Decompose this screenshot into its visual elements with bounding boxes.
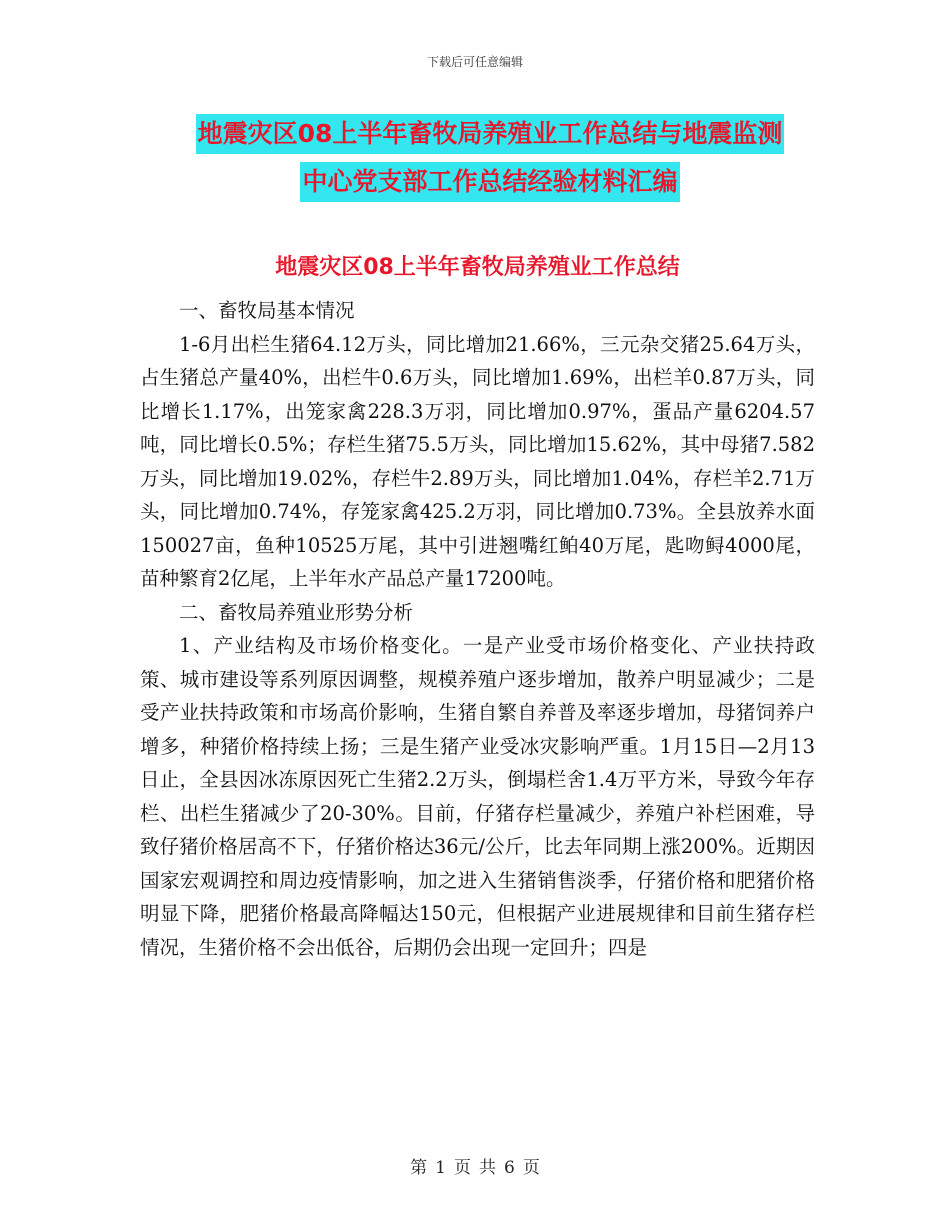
footer-total-pages: 6 <box>504 1158 515 1178</box>
section-title: 地震灾区08上半年畜牧局养殖业工作总结 <box>275 255 680 280</box>
footer-label-ye: 页 <box>454 1158 471 1178</box>
footer-label-ye-2: 页 <box>522 1158 540 1178</box>
page-footer <box>0 1153 950 1178</box>
section-1-heading: 一、畜牧局基本情况 <box>179 299 355 322</box>
footer-label-di: 第 <box>410 1158 428 1178</box>
section-2-paragraph: 1、产业结构及市场价格变化。一是产业受市场价格变化、产业扶持政策、城市建设等系列原因调整，规模养殖户逐步增加，散养户明显减少；二是受产业扶持政策和市场高价影响，生猪自繁自养普及率逐步增加，母猪饲养户增多，种猪价格持续上扬；三是生猪产业受冰灾影响严重。1月15日—2月13日止，全县因冰冻原因死亡生猪2.2万头，倒塌栏舍1.4万平方米，导致今年存栏、出栏生猪减少了20-30%。目前，仔猪存栏量减少，养殖户补栏困难，导致仔猪价格居高不下，仔猪价格达36元/公斤，比去年同期上涨200%。近期因国家宏观调控和周边疫情影响，加之进入生猪销售淡季，仔猪价格和肥猪价格明显下降，肥猪价格最高降幅达150元，但根据产业进展规律和目前生猪存栏情况，生猪价格不会出低谷，后期仍会出现一定回升；四是 <box>140 634 815 959</box>
document-body <box>140 294 815 964</box>
footer-label-gong: 共 <box>479 1158 496 1178</box>
title-line-1: 地震灾区08上半年畜牧局养殖业工作总结与地震监测 <box>196 114 785 154</box>
footer-current-page: 1 <box>435 1158 446 1178</box>
document-title <box>140 110 840 206</box>
section-1-paragraph: 1-6月出栏生猪64.12万头，同比增加21.66%，三元杂交猪25.64万头，占生猪总产量40%，出栏牛0.6万头，同比增加1.69%，出栏羊0.87万头，同比增长1.17%，出笼家禽228.3万羽，同比增加0.97%，蛋品产量6204.57吨，同比增长0.5%；存栏生猪75.5万头，同比增加15.62%，其中母猪7.582万头，同比增加19.02%，存栏牛2.89万头，同比增加1.04%，存栏羊2.71万头，同比增加0.74%，存笼家禽425.2万羽，同比增加0.73%。全县放养水面150027亩，鱼种10525万尾，其中引进翘嘴红鲌40万尾，匙吻鲟4000尾，苗种繁育2亿尾，上半年水产品总产量17200吨。 <box>140 332 815 590</box>
page-header-note: 下载后可任意编辑 <box>426 55 523 69</box>
title-line-2: 中心党支部工作总结经验材料汇编 <box>300 162 679 202</box>
section-2-heading: 二、畜牧局养殖业形势分析 <box>179 600 414 624</box>
